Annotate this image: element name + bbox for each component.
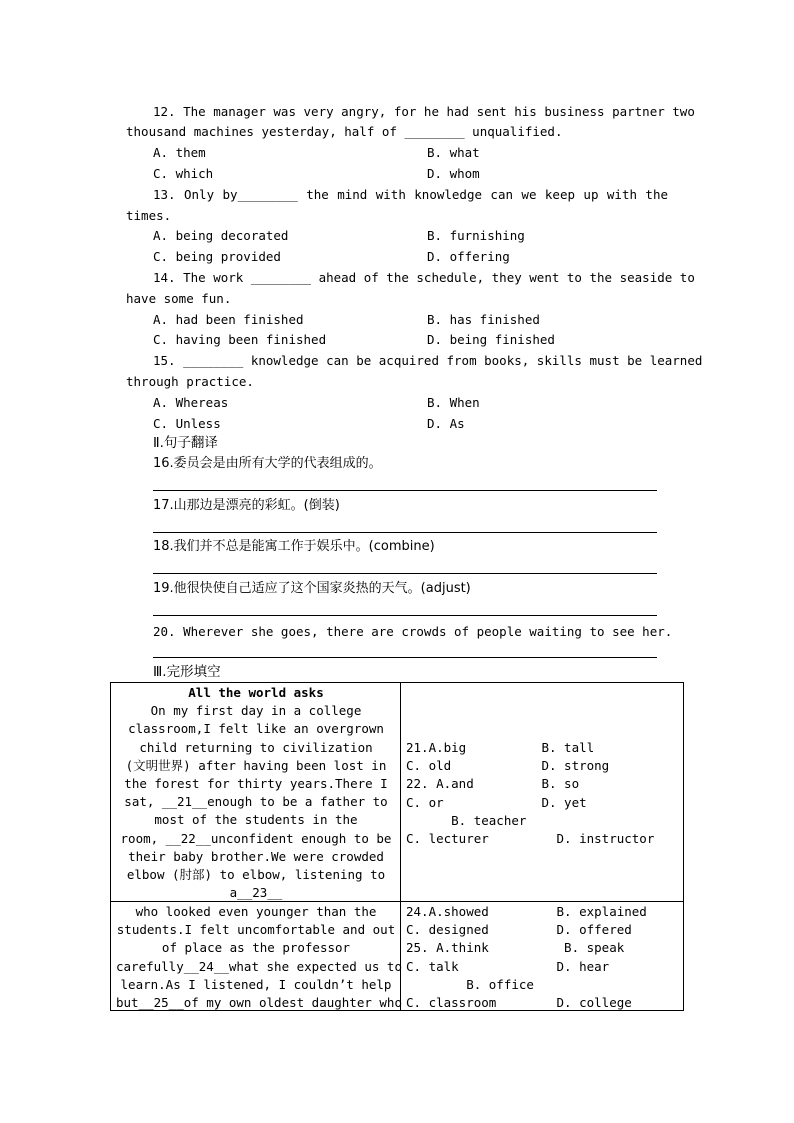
option-line: C. lecturer D. instructor [406,831,655,847]
answer-line-19 [153,615,657,616]
question-14-option-d: D. being finished [427,332,555,347]
answer-line-20 [153,657,657,658]
question-13-option-b: B. furnishing [427,228,525,243]
passage-line: carefully__24__what she expected us to [116,958,402,974]
passage-line: their baby brother.We were crowded [128,848,384,864]
cloze-options-part2 [406,903,678,1012]
option-line: 25. A.think B. speak [406,940,625,956]
question-14-option-b: B. has finished [427,312,540,327]
passage-line: but__25__of my own oldest daughter who [116,995,402,1011]
passage-line: elbow (肘部) to elbow, listening to [126,867,386,883]
cloze-table-right-border [683,682,684,1010]
option-line: B. teacher [406,812,527,828]
option-line: 21.A.big B. tall [406,740,595,755]
question-12-option-c: C. which [153,166,214,181]
question-14-option-a: A. had been finished [153,312,304,327]
cloze-options-part1 [406,739,678,848]
passage-line: who looked even younger than the [135,904,377,919]
question-14-line2: have some fun. [126,291,232,306]
question-12-option-b: B. what [427,145,480,160]
question-12-option-a: A. them [153,145,206,160]
passage-line: students.I felt uncomfortable and out [116,922,396,938]
passage-line: most of the students in the [154,812,358,828]
passage-line: child returning to civilization [139,739,373,755]
question-15-line1: 15. ________ knowledge can be acquired from books, skills must be learned [153,353,703,368]
passage-title: All the world asks [188,685,324,700]
question-15-option-b: B. When [427,395,480,410]
passage-line: a__23__ [229,885,283,901]
question-15-line2: through practice. [126,374,254,389]
option-line: C. classroom D. college [406,995,632,1011]
cloze-table-left-border [110,682,111,1010]
question-13-line2: times. [126,208,172,223]
option-line: 24.A.showed B. explained [406,904,647,919]
passage-line: of place as the professor [161,940,351,956]
question-14-line1: 14. The work ________ ahead of the schedule, they went to the seaside to [153,270,695,285]
section3-title: Ⅲ.完形填空 [153,664,221,680]
cloze-passage-part1 [116,684,396,902]
section2-title: Ⅱ.句子翻译 [153,435,218,451]
option-line: B. office [406,976,534,992]
translation-item-18: 18.我们并不总是能寓工作于娱乐中。(combine) [153,539,435,554]
answer-line-17 [153,532,657,533]
translation-item-17: 17.山那边是漂亮的彩虹。(倒装) [153,498,340,513]
passage-line: On my first day in a college [150,703,362,719]
cloze-table-top-border [110,682,684,683]
translation-item-19: 19.他很快使自己适应了这个国家炎热的天气。(adjust) [153,581,471,596]
option-line: C. talk D. hear [406,958,610,974]
question-13-option-a: A. being decorated [153,228,289,243]
option-line: C. old D. strong [406,758,610,774]
question-15-option-a: A. Whereas [153,395,229,410]
question-15-option-c: C. Unless [153,416,221,431]
question-13-line1: 13. Only by________ the mind with knowledge can we keep up with the [153,187,668,202]
question-12-line1: 12. The manager was very angry, for he had sent his business partner two [153,104,695,119]
question-13-option-d: D. offering [427,249,510,264]
question-12-line2: thousand machines yesterday, half of ________ unqualified. [126,124,563,139]
passage-line: (文明世界) after having been lost in [125,757,387,773]
translation-item-16: 16.委员会是由所有大学的代表组成的。 [153,456,382,471]
passage-line: sat, __21__enough to be a father to [124,794,388,810]
passage-line: classroom,I felt like an overgrown [128,721,384,737]
question-14-option-c: C. having been finished [153,332,327,347]
passage-line: room, __22__unconfident enough to be [120,830,392,846]
option-line: 22. A.and B. so [406,776,580,792]
option-line: C. designed D. offered [406,922,632,938]
answer-line-18 [153,573,657,574]
question-13-option-c: C. being provided [153,249,281,264]
cloze-passage-part2 [116,903,402,1012]
answer-line-16 [153,490,657,491]
passage-line: learn.As I listened, I couldn’t help [120,976,392,992]
passage-line: the forest for thirty years.There I [124,776,388,792]
option-line: C. or D. yet [406,794,587,810]
translation-item-20: 20. Wherever she goes, there are crowds of people waiting to see her. [153,624,673,639]
question-12-option-d: D. whom [427,166,480,181]
question-15-option-d: D. As [427,416,465,431]
